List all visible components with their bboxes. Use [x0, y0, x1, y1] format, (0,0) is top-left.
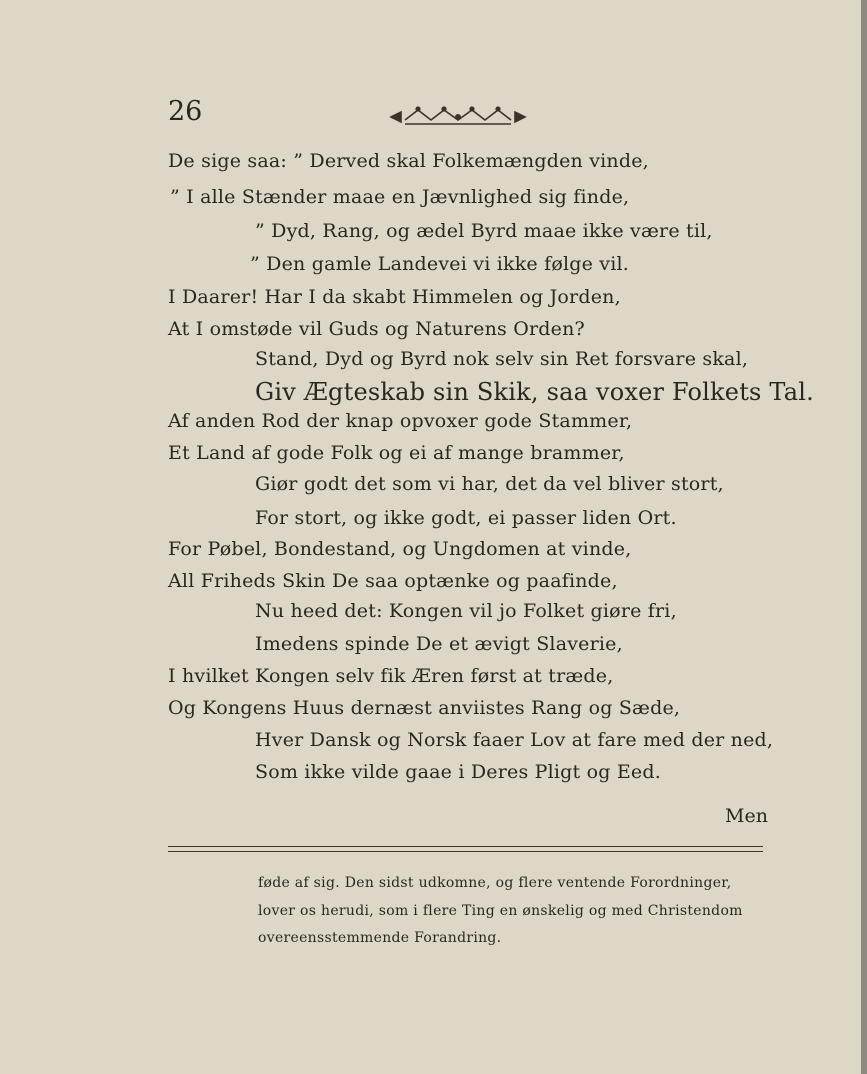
page-number: 26: [168, 96, 203, 127]
verse-line: Af anden Rod der knap opvoxer gode Stammer,: [168, 410, 633, 432]
verse-line: ” Den gamle Landevei vi ikke følge vil.: [250, 253, 630, 275]
verse-line: Giør godt det som vi har, det da vel bliver stort,: [255, 473, 724, 495]
catchword: Men: [725, 805, 768, 827]
footnote-line: lover os herudi, som i flere Ting en ønskelig og med Christendom: [258, 903, 743, 919]
page-edge: [861, 0, 867, 1074]
footnote-line: føde af sig. Den sidst udkomne, og flere ventende Forordninger,: [258, 875, 732, 891]
verse-line: For stort, og ikke godt, ei passer liden Ort.: [255, 507, 677, 529]
verse-line: Stand, Dyd og Byrd nok selv sin Ret forsvare skal,: [255, 348, 749, 370]
verse-line: I Daarer! Har I da skabt Himmelen og Jorden,: [168, 286, 621, 308]
verse-line: At I omstøde vil Guds og Naturens Orden?: [168, 318, 585, 340]
verse-line: For Pøbel, Bondestand, og Ungdomen at vinde,: [168, 538, 632, 560]
footnote-line: overeensstemmende Forandring.: [258, 930, 502, 946]
verse-line: ” I alle Stænder maae en Jævnlighed sig finde,: [170, 186, 630, 208]
footnote-rule: [168, 846, 763, 852]
verse-line: Et Land af gode Folk og ei af mange brammer,: [168, 442, 625, 464]
verse-line: De sige saa: ” Derved skal Folkemængden vinde,: [168, 150, 649, 172]
verse-line: Hver Dansk og Norsk faaer Lov at fare med der ned,: [255, 729, 774, 751]
verse-line: Giv Ægteskab sin Skik, saa voxer Folkets Tal.: [255, 378, 814, 406]
verse-line: ” Dyd, Rang, og ædel Byrd maae ikke være til,: [255, 220, 713, 242]
verse-line: Imedens spinde De et ævigt Slaverie,: [255, 633, 623, 655]
verse-line: I hvilket Kongen selv fik Æren først at træde,: [168, 665, 614, 687]
verse-line: All Friheds Skin De saa optænke og paafinde,: [168, 570, 618, 592]
verse-line: Som ikke vilde gaae i Deres Pligt og Eed.: [255, 761, 661, 783]
verse-line: Og Kongens Huus dernæst anviistes Rang og Sæde,: [168, 697, 681, 719]
ornament-icon: [383, 104, 533, 130]
verse-line: Nu heed det: Kongen vil jo Folket giøre fri,: [255, 600, 677, 622]
